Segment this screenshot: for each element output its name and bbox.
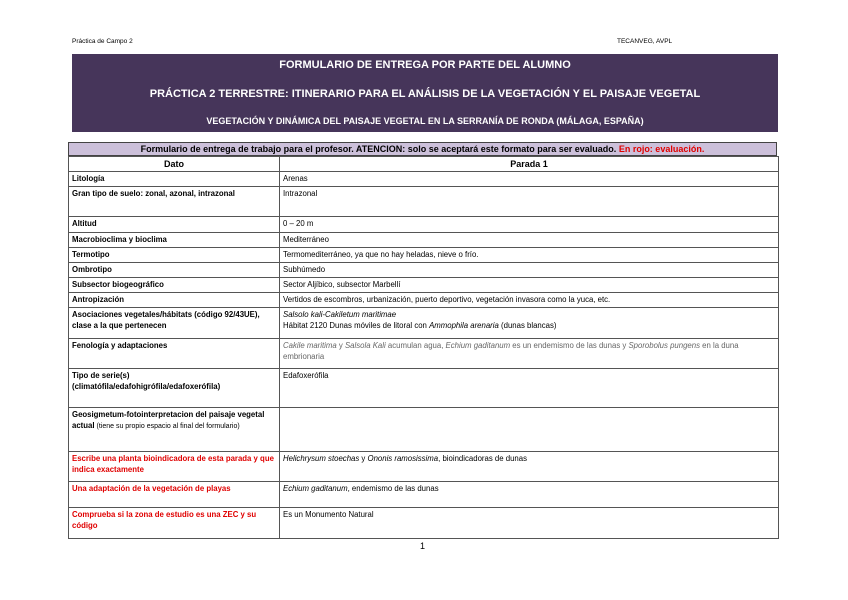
row-macrobioclima <box>69 233 779 248</box>
value-fenologia[interactable] <box>280 339 779 369</box>
value-suelo[interactable]: Intrazonal <box>280 187 779 217</box>
label-suelo: Gran tipo de suelo: zonal, azonal, intrazonal <box>69 187 280 217</box>
value-termotipo[interactable]: Termomediterráneo, ya que no hay heladas, nieve o frío. <box>280 248 779 263</box>
bioindicadora-and: y <box>359 454 368 463</box>
value-ombrotipo[interactable]: Subhúmedo <box>280 263 779 278</box>
fenologia-text-1: y <box>336 341 345 350</box>
row-suelo <box>69 187 779 217</box>
value-antropizacion[interactable]: Vertidos de escombros, urbanización, puerto deportivo, vegetación invasora como la yuca, etc. <box>280 293 779 308</box>
value-asociaciones[interactable] <box>280 308 779 339</box>
fenologia-text-2: acumulan agua, <box>385 341 446 350</box>
label-geosigmetum <box>69 408 280 452</box>
habitat-text: Hábitat 2120 Dunas móviles de litoral con <box>283 321 430 330</box>
notice-text: Formulario de entrega de trabajo para el profesor. ATENCION: solo se aceptará este formato para ser evaluado. <box>140 144 619 154</box>
fenologia-text-4: en la duna embrionaria <box>283 341 739 361</box>
delivery-form-table <box>68 156 779 539</box>
form-title: FORMULARIO DE ENTREGA POR PARTE DEL ALUMNO <box>279 59 571 71</box>
label-fenologia: Fenología y adaptaciones <box>69 339 280 369</box>
notice-red-text: En rojo: evaluación. <box>618 144 705 154</box>
species-helichrysum: Helichrysum stoechas <box>283 454 360 463</box>
habitat-species: Ammophila arenaria <box>429 321 499 330</box>
row-zec <box>69 508 779 539</box>
label-zec: Comprueba si la zona de estudio es una ZEC y su código <box>69 508 280 539</box>
value-adaptacion[interactable] <box>280 482 779 508</box>
species-echium: Echium gaditanum <box>445 341 511 350</box>
association-name: Salsolo kali-Cakiletum maritimae <box>283 310 397 319</box>
value-tipo-serie[interactable]: Edafoxerófila <box>280 369 779 408</box>
row-adaptacion <box>69 482 779 508</box>
value-bioindicadora[interactable] <box>280 452 779 482</box>
practice-subtitle: VEGETACIÓN Y DINÁMICA DEL PAISAJE VEGETAL EN LA SERRANÍA DE RONDA (MÁLAGA, ESPAÑA) <box>206 116 644 126</box>
label-tipo-serie: Tipo de serie(s) (climatófila/edafohigrófila/edafoxerófila) <box>69 369 280 408</box>
geosigmetum-label-text: Geosigmetum-fotointerpretacion del paisaje vegetal actual <box>72 410 265 430</box>
value-altitud[interactable]: 0 – 20 m <box>280 217 779 233</box>
row-tipo-serie <box>69 369 779 408</box>
notice-bar <box>68 142 777 156</box>
col-header-parada: Parada 1 <box>280 157 779 172</box>
row-bioindicadora <box>69 452 779 482</box>
row-termotipo <box>69 248 779 263</box>
label-litologia: Litología <box>69 172 280 187</box>
species-echium-adapt: Echium gaditanum <box>283 484 348 493</box>
col-header-dato: Dato <box>69 157 280 172</box>
species-sporobolus: Sporobolus pungens <box>628 341 700 350</box>
title-banner <box>72 54 778 132</box>
practice-title: PRÁCTICA 2 TERRESTRE: ITINERARIO PARA EL ANÁLISIS DE LA VEGETACIÓN Y EL PAISAJE VEGETAL <box>149 88 701 100</box>
species-ononis: Ononis ramosissima <box>367 454 439 463</box>
row-antropizacion <box>69 293 779 308</box>
header-right: TECANVEG, AVPL <box>617 38 673 45</box>
header-left: Práctica de Campo 2 <box>72 38 133 45</box>
habitat-suffix: (dunas blancas) <box>498 321 557 330</box>
value-subsector[interactable]: Sector Aljíbico, subsector Marbellí <box>280 278 779 293</box>
species-salsola: Salsola Kali <box>344 341 386 350</box>
label-macrobioclima: Macrobioclima y bioclima <box>69 233 280 248</box>
fenologia-text-3: es un endemismo de las dunas y <box>510 341 629 350</box>
label-altitud: Altitud <box>69 217 280 233</box>
row-geosigmetum <box>69 408 779 452</box>
label-bioindicadora: Escribe una planta bioindicadora de esta parada y que indica exactamente <box>69 452 280 482</box>
row-altitud <box>69 217 779 233</box>
label-subsector: Subsector biogeográfico <box>69 278 280 293</box>
value-zec[interactable]: Es un Monumento Natural <box>280 508 779 539</box>
page-number: 1 <box>420 541 426 551</box>
row-litologia <box>69 172 779 187</box>
adaptacion-suffix: , endemismo de las dunas <box>347 484 439 493</box>
value-macrobioclima[interactable]: Mediterráneo <box>280 233 779 248</box>
value-geosigmetum[interactable] <box>280 408 779 452</box>
row-subsector <box>69 278 779 293</box>
label-asociaciones: Asociaciones vegetales/hábitats (código 92/43UE), clase a la que pertenecen <box>69 308 280 339</box>
species-cakile: Cakile maritima <box>283 341 337 350</box>
label-adaptacion: Una adaptación de la vegetación de playas <box>69 482 280 508</box>
label-ombrotipo: Ombrotipo <box>69 263 280 278</box>
geosigmetum-note: (tiene su propio espacio al final del formulario) <box>94 423 240 430</box>
bioindicadora-suffix: , bioindicadoras de dunas <box>438 454 527 463</box>
label-termotipo: Termotipo <box>69 248 280 263</box>
label-antropizacion: Antropización <box>69 293 280 308</box>
row-fenologia <box>69 339 779 369</box>
table-header-row <box>69 157 779 172</box>
row-ombrotipo <box>69 263 779 278</box>
row-asociaciones <box>69 308 779 339</box>
value-litologia[interactable]: Arenas <box>280 172 779 187</box>
